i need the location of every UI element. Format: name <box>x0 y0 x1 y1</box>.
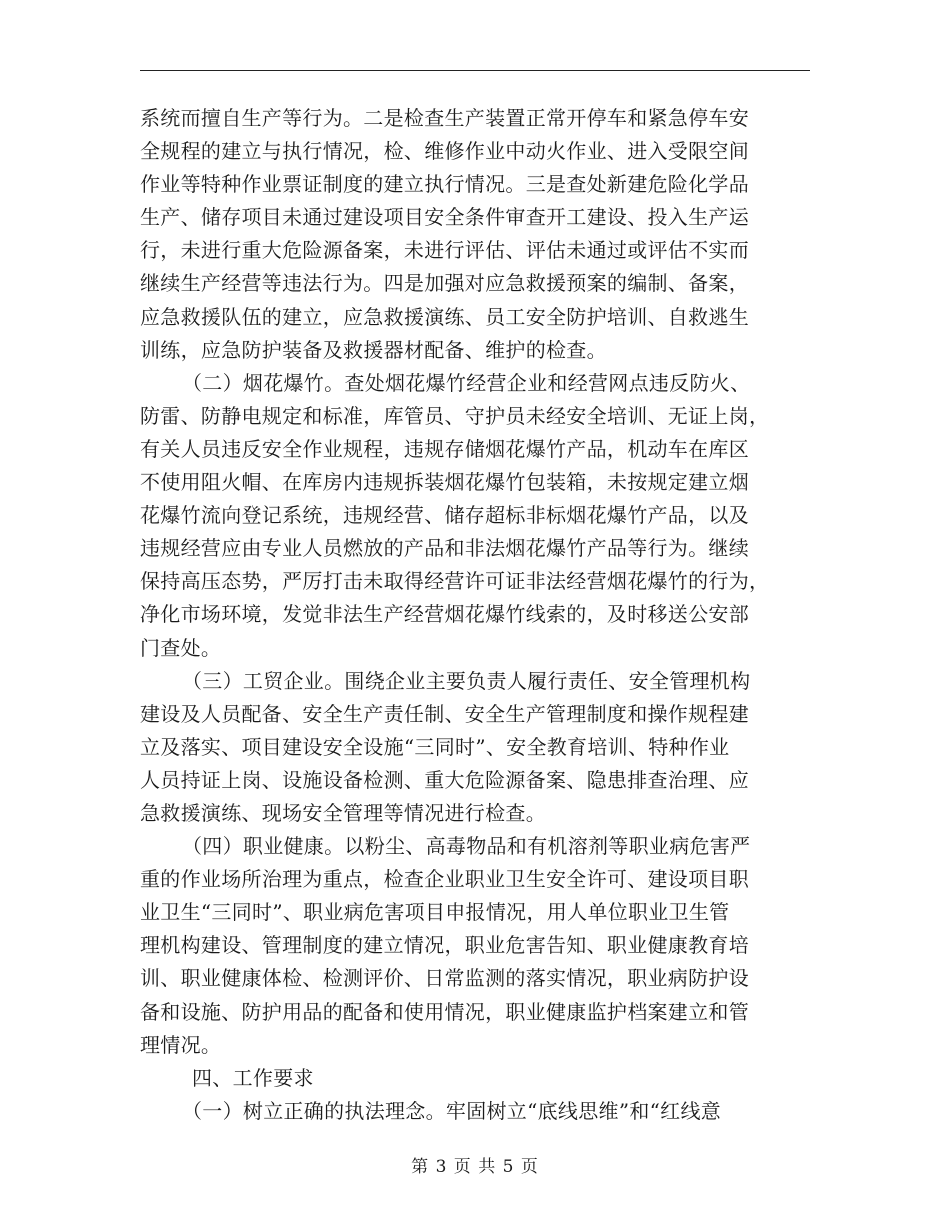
text-line: 建设及人员配备、安全生产责任制、安全生产管理制度和操作规程建 <box>140 701 749 726</box>
document-body <box>140 102 810 1128</box>
text-line: 生产、储存项目未通过建设项目安全条件审查开工建设、投入生产运 <box>140 205 749 230</box>
text-line: 训、职业健康体检、检测评价、日常监测的落实情况，职业病防护设 <box>140 966 749 991</box>
text-line: 应急救援队伍的建立，应急救援演练、员工安全防护培训、自救逃生 <box>140 304 749 329</box>
text-line: 保持高压态势，严厉打击未取得经营许可证非法经营烟花爆竹的行为， <box>140 569 770 594</box>
text-line: 业卫生“三同时”、职业病危害项目申报情况，用人单位职业卫生管 <box>140 900 730 925</box>
text-line: 训练，应急防护装备及救援器材配备、维护的检查。 <box>140 337 607 362</box>
text-line: 净化市场环境，发觉非法生产经营烟花爆竹线索的，及时移送公安部 <box>140 602 749 627</box>
section-heading-enforcement: （一）树立正确的执法理念。牢固树立“底线思维”和“红线意 <box>182 1098 722 1123</box>
text-line: 立及落实、项目建设安全设施“三同时”、安全教育培训、特种作业 <box>140 734 730 759</box>
section-heading-industry: （三）工贸企业。围绕企业主要负责人履行责任、安全管理机构 <box>182 668 751 693</box>
text-line: 有关人员违反安全作业规程，违规存储烟花爆竹产品，机动车在库区 <box>140 436 749 461</box>
text-line: 备和设施、防护用品的配备和使用情况，职业健康监护档案建立和管 <box>140 999 749 1024</box>
text-line: 行，未进行重大危险源备案，未进行评估、评估未通过或评估不实而 <box>140 238 749 263</box>
section-heading-work-requirements: 四、工作要求 <box>192 1065 314 1090</box>
section-heading-occupational-health: （四）职业健康。以粉尘、高毒物品和有机溶剂等职业病危害严 <box>182 834 751 859</box>
text-line: 防雷、防静电规定和标准，库管员、守护员未经安全培训、无证上岗， <box>140 403 770 428</box>
text-line: 作业等特种作业票证制度的建立执行情况。三是查处新建危险化学品 <box>140 172 749 197</box>
text-line: 门查处。 <box>140 635 222 660</box>
text-line: 理情况。 <box>140 1032 222 1057</box>
text-line: 人员持证上岗、设施设备检测、重大危险源备案、隐患排查治理、应 <box>140 767 749 792</box>
text-line: 急救援演练、现场安全管理等情况进行检查。 <box>140 800 546 825</box>
text-line: 违规经营应由专业人员燃放的产品和非法烟花爆竹产品等行为。继续 <box>140 536 749 561</box>
header-rule <box>140 70 810 71</box>
text-line: 理机构建设、管理制度的建立情况，职业危害告知、职业健康教育培 <box>140 933 749 958</box>
text-line: 花爆竹流向登记系统，违规经营、储存超标非标烟花爆竹产品，以及 <box>140 503 749 528</box>
text-line: 全规程的建立与执行情况，检、维修作业中动火作业、进入受限空间 <box>140 139 749 164</box>
text-line: 不使用阻火帽、在库房内违规拆装烟花爆竹包装箱，未按规定建立烟 <box>140 470 749 495</box>
page-footer: 第 3 页 共 5 页 <box>411 1157 539 1177</box>
text-line: 重的作业场所治理为重点，检查企业职业卫生安全许可、建设项目职 <box>140 867 749 892</box>
section-heading-fireworks: （二）烟花爆竹。查处烟花爆竹经营企业和经营网点违反防火、 <box>182 370 751 395</box>
text-line: 系统而擅自生产等行为。二是检查生产装置正常开停车和紧急停车安 <box>140 106 749 130</box>
text-line: 继续生产经营等违法行为。四是加强对应急救援预案的编制、备案， <box>140 271 749 296</box>
